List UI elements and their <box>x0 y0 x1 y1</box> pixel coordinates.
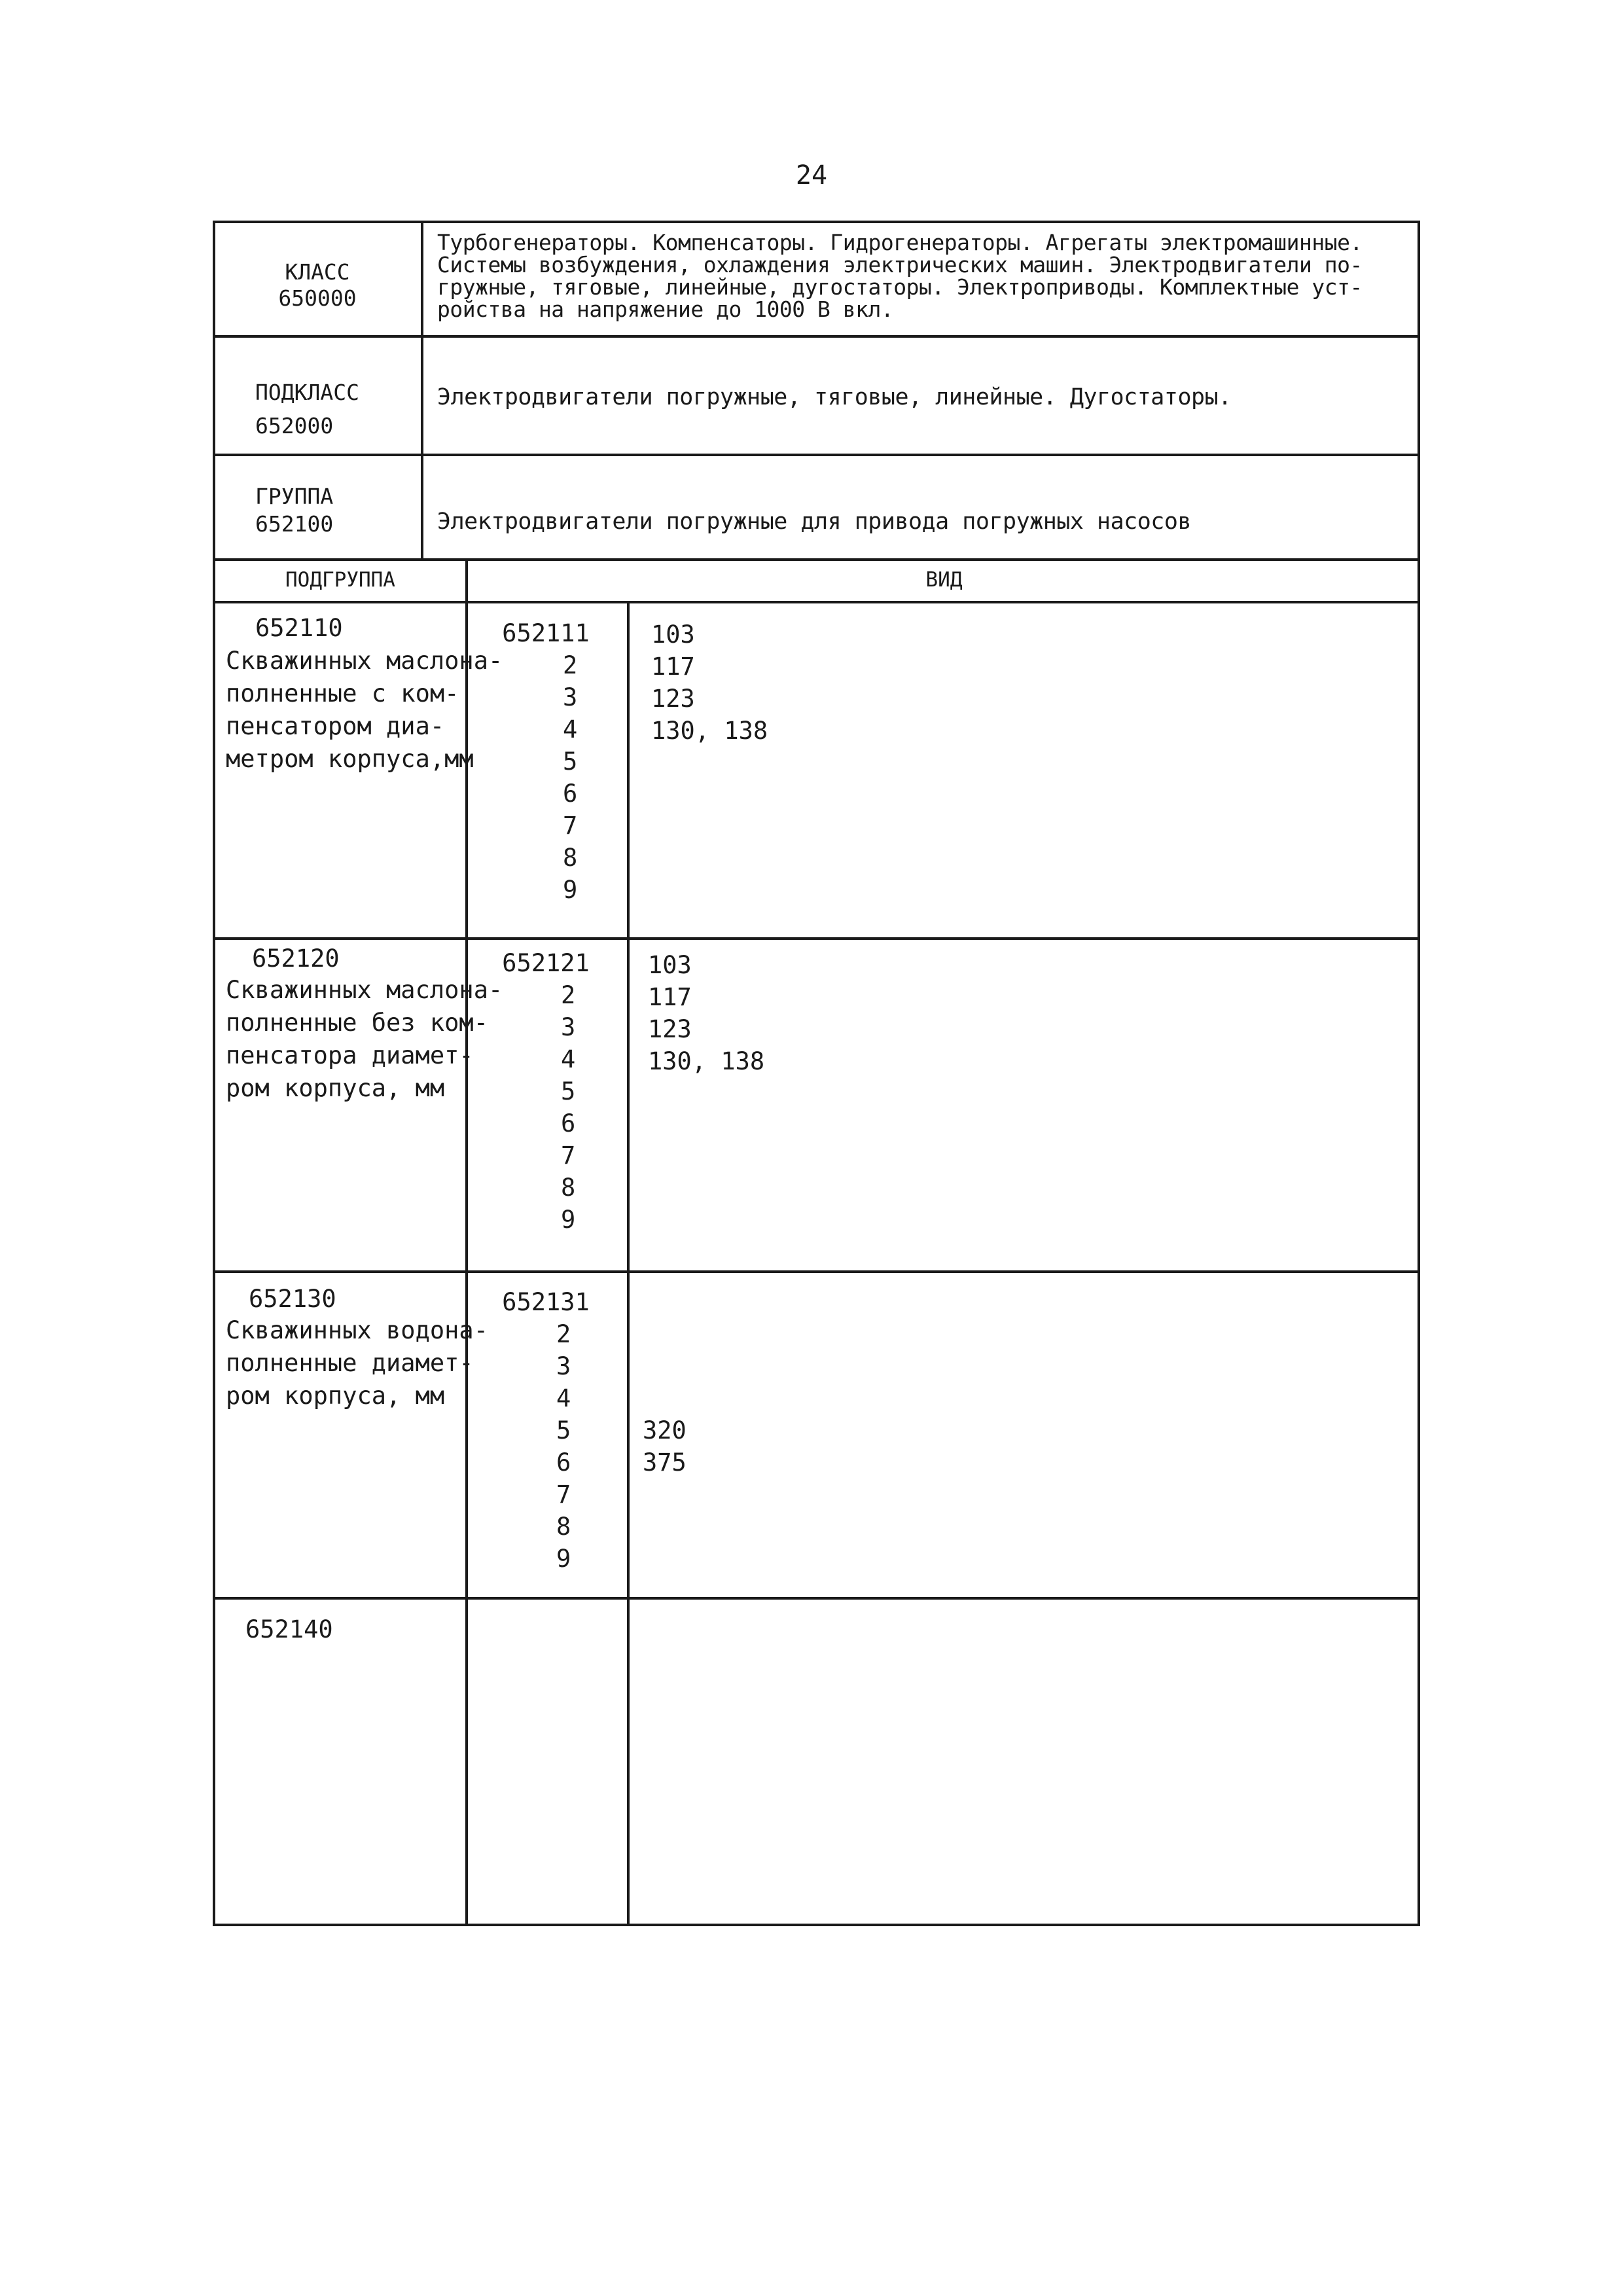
podklass-code: 652000 <box>255 413 334 439</box>
vid-code: 6 <box>561 1109 576 1138</box>
subgroup-description-line: Скважинных маслона- <box>226 976 503 1004</box>
gruppa-description: Электродвигатели погружные для привода погружных насосов <box>437 509 1192 535</box>
vid-value <box>643 1382 687 1414</box>
klass-description <box>437 232 1412 321</box>
row-divider <box>213 1270 1420 1273</box>
podgruppa-header: ПОДГРУППА <box>285 568 395 592</box>
vid-value: 123 <box>648 1015 692 1043</box>
vid-code: 7 <box>561 1141 576 1170</box>
vid-code: 2 <box>561 981 576 1009</box>
klass-description-line: Турбогенераторы. Компенсаторы. Гидрогенераторы. Агрегаты электромашинные. <box>437 230 1363 255</box>
vid-value <box>643 1350 687 1382</box>
row-divider <box>213 937 1420 940</box>
subgroup-description-line: ром корпуса, мм <box>226 1074 445 1102</box>
header-divider-vertical <box>421 221 423 561</box>
vid-code: 652111 <box>502 619 590 647</box>
subgroup-description <box>226 974 503 1105</box>
gruppa-code: 652100 <box>255 511 334 537</box>
subgroup-code: 652110 <box>255 614 343 642</box>
vid-value: 123 <box>651 685 695 713</box>
vid-code-list <box>471 617 620 906</box>
klass-label: КЛАСС <box>285 259 350 285</box>
subgroup-description <box>226 645 503 776</box>
vid-code: 4 <box>561 1045 576 1073</box>
vid-code: 9 <box>561 1206 576 1234</box>
row-divider <box>213 1597 1420 1600</box>
subgroup-code: 652120 <box>252 944 340 973</box>
subgroup-description-line: полненные с ком- <box>226 679 459 708</box>
subgroup-description <box>226 1314 488 1412</box>
subgroup-description-line: пенсатором диа- <box>226 712 445 740</box>
subgroup-code: 652140 <box>245 1615 333 1643</box>
klass-code: 650000 <box>278 285 357 311</box>
subgroup-description-line: пенсатора диамет- <box>226 1041 474 1069</box>
podklass-description: Электродвигатели погружные, тяговые, линейные. Дугостаторы. <box>437 384 1232 410</box>
vid-value: 103 <box>651 620 695 649</box>
vid-code: 3 <box>561 1013 576 1041</box>
vid-value-list <box>651 619 768 747</box>
vid-code: 7 <box>563 812 578 840</box>
subgroup-description-line: полненные диамет- <box>226 1349 474 1377</box>
vid-value-list <box>648 949 764 1077</box>
vid-code: 6 <box>563 780 578 808</box>
subgroup-code: 652130 <box>249 1285 336 1313</box>
subgroup-description-line: ром корпуса, мм <box>226 1382 445 1410</box>
vid-value: 130, 138 <box>648 1047 765 1075</box>
klass-description-line: Системы возбуждения, охлаждения электрических машин. Электродвигатели по- <box>437 252 1363 278</box>
vid-code: 3 <box>556 1352 571 1380</box>
vid-code: 7 <box>556 1480 571 1509</box>
klass-description-line: ройства на напряжение до 1000 В вкл. <box>437 296 894 322</box>
vid-code-list <box>471 1286 620 1575</box>
table-column-divider-2 <box>627 601 630 1926</box>
vid-value: 117 <box>648 983 692 1011</box>
vid-value: 117 <box>651 653 695 681</box>
vid-code: 3 <box>563 683 578 711</box>
vid-value: 130, 138 <box>651 717 768 745</box>
vid-code: 5 <box>563 747 578 776</box>
vid-code: 6 <box>556 1448 571 1477</box>
vid-code-list <box>471 947 620 1236</box>
subgroup-description-line: метром корпуса,мм <box>226 745 474 773</box>
vid-code: 8 <box>563 844 578 872</box>
klass-description-line: гружные, тяговые, линейные, дугостаторы. Электроприводы. Комплектные уст- <box>437 274 1363 300</box>
vid-value: 375 <box>643 1448 687 1477</box>
vid-code: 5 <box>561 1077 576 1105</box>
vid-value: 320 <box>643 1416 687 1444</box>
vid-code: 5 <box>556 1416 571 1444</box>
vid-code: 2 <box>563 651 578 679</box>
vid-code: 4 <box>556 1384 571 1412</box>
vid-code: 8 <box>561 1174 576 1202</box>
vid-value-list <box>643 1286 687 1479</box>
subgroup-description-line: Скважинных водона- <box>226 1316 488 1344</box>
vid-code: 2 <box>556 1320 571 1348</box>
vid-value <box>643 1286 687 1318</box>
header-divider-klass <box>213 335 1420 338</box>
vid-code: 9 <box>563 876 578 904</box>
subgroup-description-line: полненные без ком- <box>226 1009 488 1037</box>
vid-code: 652131 <box>502 1288 590 1316</box>
vid-code: 9 <box>556 1545 571 1573</box>
header-divider-podklass <box>213 454 1420 456</box>
vid-value <box>643 1318 687 1350</box>
vid-header: ВИД <box>925 568 963 592</box>
page-number: 24 <box>795 160 828 190</box>
vid-code: 4 <box>563 715 578 744</box>
vid-code: 8 <box>556 1513 571 1541</box>
podklass-label: ПОДКЛАСС <box>255 380 359 405</box>
subgroup-description-line: Скважинных маслона- <box>226 647 503 675</box>
vid-value: 103 <box>648 951 692 979</box>
vid-code: 652121 <box>502 949 590 977</box>
gruppa-label: ГРУППА <box>255 484 334 509</box>
table-header-divider <box>213 601 1420 603</box>
